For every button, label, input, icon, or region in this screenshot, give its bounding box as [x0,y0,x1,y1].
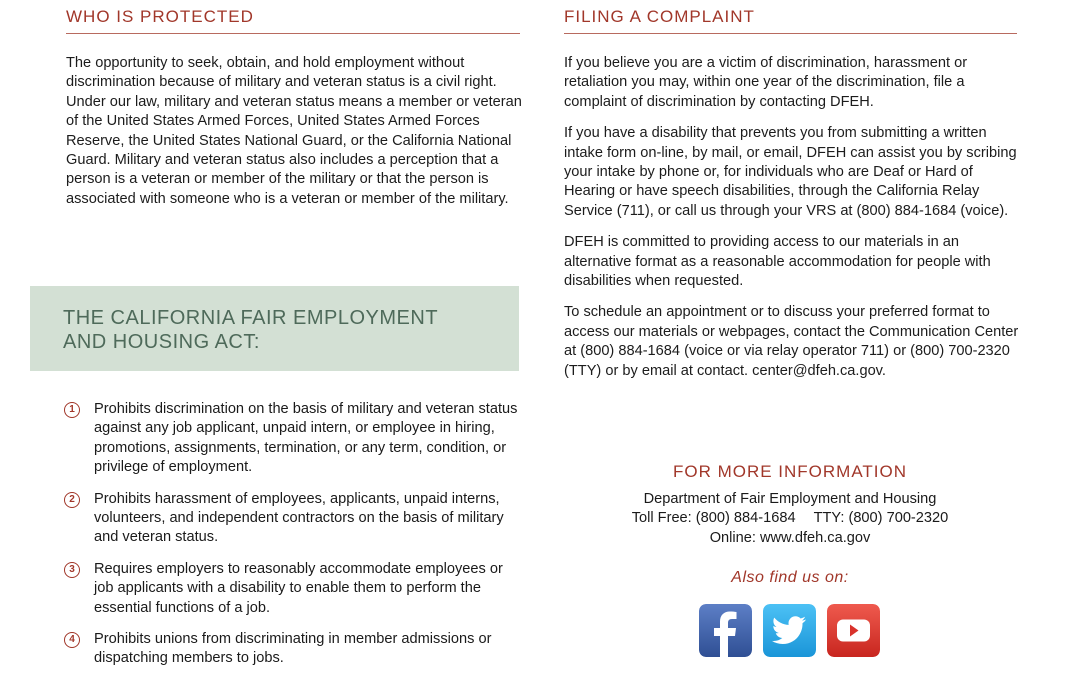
list-item-text: Prohibits discrimination on the basis of military and veteran status against any job applicant, unpaid intern, or employee in hiring, promotions, assignments, termination, or any term, condition, or privilege of employment. [94,401,518,476]
list-item-text: Prohibits unions from discriminating in member admissions or dispatching members to jobs. [94,631,492,667]
twitter-icon[interactable] [763,604,816,657]
act-provisions-list [62,400,522,675]
who-is-protected-text: The opportunity to seek, obtain, and hold employment without discrimination because of military and veteran status is a civil right. Under our law, military and veteran status means a member or veteran of the United States Armed Forces, United States Armed Forces Reserve, the United States National Guard, or the California National Guard. Military and veteran status also includes a perception that a person is a veteran or member of the military or that the person is associated with someone who is a veteran or member of the military. [66,55,522,207]
who-is-protected-heading: WHO IS PROTECTED [66,7,254,26]
complaint-paragraph-3: DFEH is committed to providing access to our materials in an alternative format as a reasonable accommodation for people with disabilities when requested. [564,234,991,290]
list-item-text: Prohibits harassment of employees, applicants, unpaid interns, volunteers, and independent contractors on the basis of military and veteran status. [94,490,504,546]
complaint-paragraph-4: To schedule an appointment or to discuss your preferred format to access our materials or webpages, contact the Communication Center at (800) 884-1684 (voice or via relay operator 711) or (800) 700-2320 (TTY) or by email at contact. center@dfeh.ca.gov. [564,304,1019,379]
list-item [62,490,522,548]
number-1-icon: 1 [64,402,80,418]
list-item [62,560,522,618]
youtube-icon[interactable] [827,604,880,657]
act-heading-line2: AND HOUSING ACT: [63,331,260,353]
left-heading-divider [66,33,520,34]
social-icons-row [699,604,880,657]
number-2-icon: 2 [64,492,80,508]
act-heading-line1: THE CALIFORNIA FAIR EMPLOYMENT [63,307,439,329]
right-heading-divider [564,33,1017,34]
list-item-text: Requires employers to reasonably accommodate employees or job applicants with a disability to enable them to perform the essential functions of a job. [94,560,503,616]
facebook-icon[interactable] [699,604,752,657]
website-link[interactable]: Online: www.dfeh.ca.gov [709,529,871,546]
tty-number: TTY: (800) 700-2320 [813,510,949,527]
filing-a-complaint-heading: FILING A COMPLAINT [564,7,755,26]
fehc-act-heading-box [30,286,519,371]
complaint-paragraph-1: If you believe you are a victim of discrimination, harassment or retaliation you may, within one year of the discrimination, file a complaint of discrimination by contacting DFEH. [564,55,968,110]
complaint-paragraph-2: If you have a disability that prevents you from submitting a written intake form on-line, by mail, or email, DFEH can assist you by scribing your intake by phone or, for individuals who are Deaf or Hard of Hearing or have speech disabilities, through the California Relay Service (711), or call us through your VRS at (800) 884-1684 (voice). [564,125,1017,219]
number-4-icon: 4 [64,632,80,648]
who-is-protected-paragraph [66,54,526,221]
list-item [62,400,522,478]
more-information-block [565,462,1015,548]
filing-a-complaint-body [564,54,1024,393]
number-3-icon: 3 [64,562,80,578]
more-information-heading: FOR MORE INFORMATION [672,462,908,481]
list-item [62,630,522,669]
toll-free-number: Toll Free: (800) 884-1684 [631,510,796,527]
also-find-us-label: Also find us on: [731,569,849,586]
org-name: Department of Fair Employment and Housing [643,491,937,507]
phone-line [565,509,1015,528]
